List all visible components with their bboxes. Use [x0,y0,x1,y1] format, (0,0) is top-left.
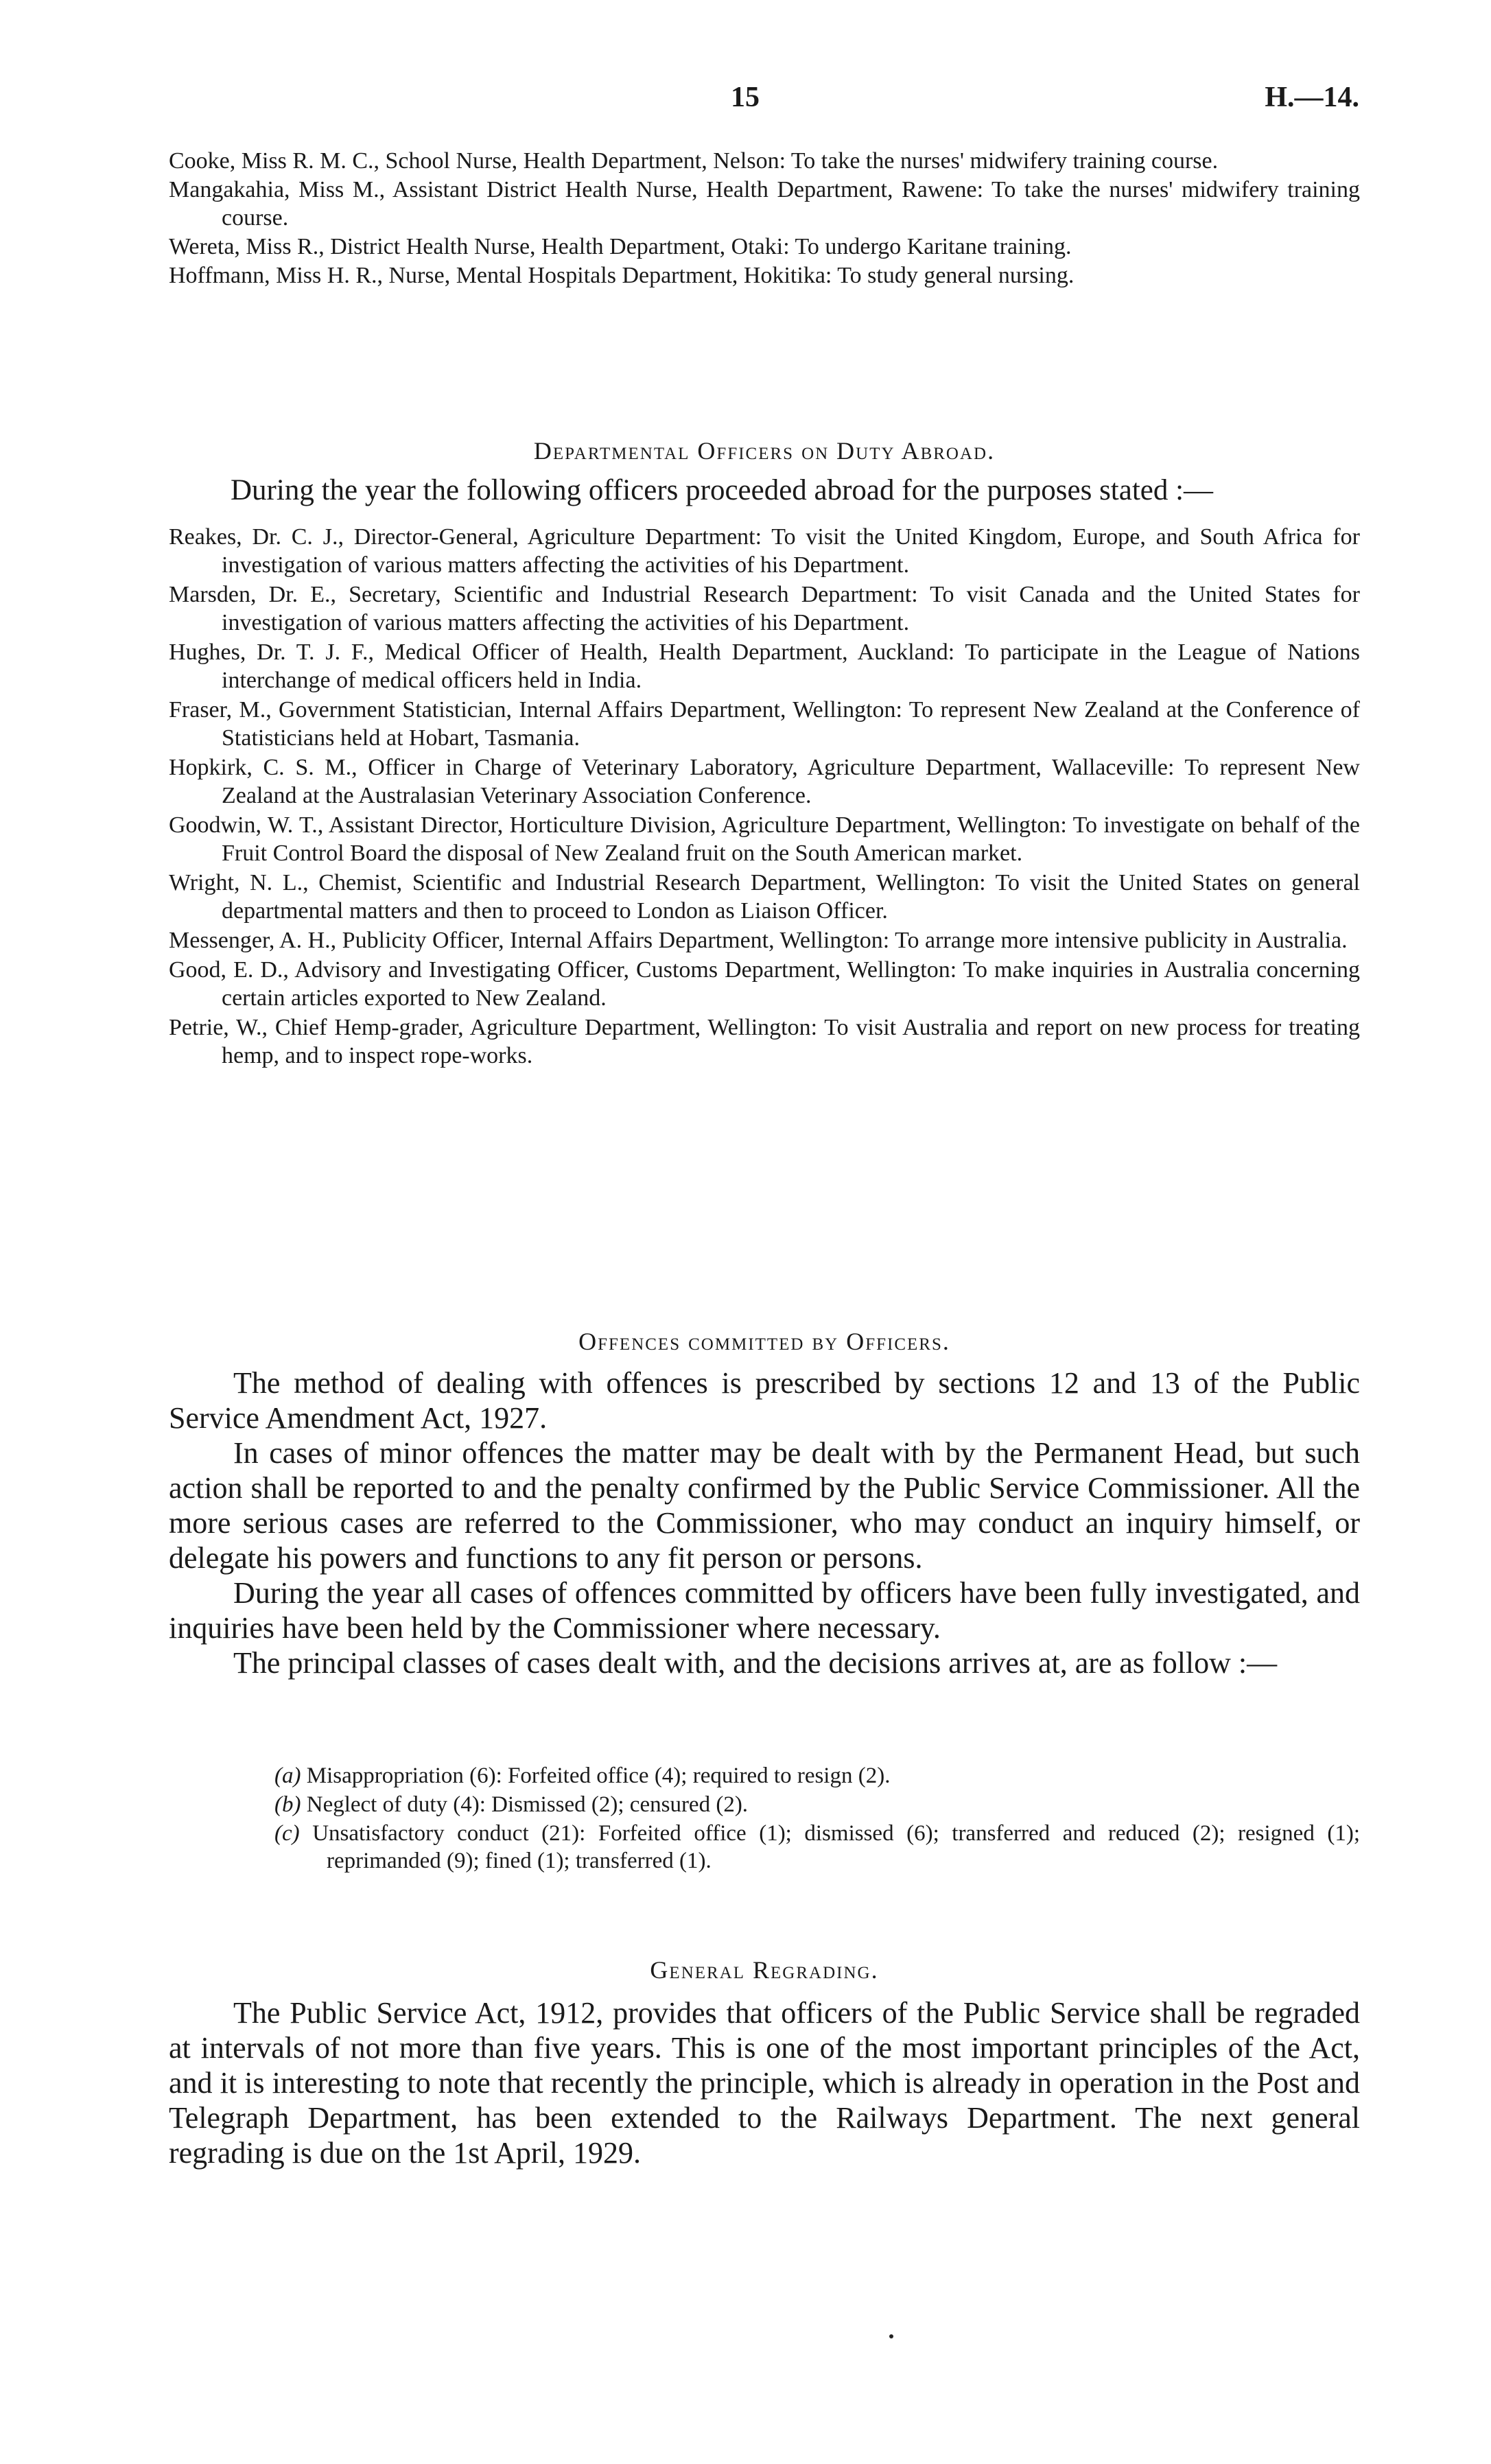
regrading-body [169,1995,1360,2170]
list-item: Marsden, Dr. E., Secretary, Scientific and Industrial Research Department: To visit Canada and the United States for investigation of various matters affecting the activities of his Department. [169,582,1360,635]
paragraph: The Public Service Act, 1912, provides that officers of the Public Service shall be regraded at intervals of not more than five years. This is one of the most important principles of the Act, and it is interesting to note that recently the principle, which is already in operation in the Post and Telegraph Department, has been extended to the Railways Department. The next general regrading is due on the 1st April, 1929. [169,1996,1360,2170]
list-item: Goodwin, W. T., Assistant Director, Horticulture Division, Agriculture Department, Wellington: To investigate on behalf of the Fruit Control Board the disposal of New Zealand fruit on the South American market. [169,812,1360,866]
offences-body [169,1365,1360,1680]
list-item: Wereta, Miss R., District Health Nurse, Health Department, Otaki: To undergo Karitane training. [169,234,1072,259]
section-heading-offences: Offences committed by Officers. [578,1328,950,1355]
list-item: Hughes, Dr. T. J. F., Medical Officer of Health, Health Department, Auckland: To participate in the League of Nations interchange of medical officers held in India. [169,640,1360,693]
abroad-intro: During the year the following officers proceeded abroad for the purposes stated :— [231,474,1214,506]
item-label: (c) [274,1821,300,1846]
list-item: Fraser, M., Government Statistician, Internal Affairs Department, Wellington: To represent New Zealand at the Conference of Statisticians held at Hobart, Tasmania. [169,697,1360,751]
item-text: Neglect of duty (4): Dismissed (2); censured (2). [306,1792,749,1817]
paragraph: The principal classes of cases dealt with, and the decisions arrives at, are as follow :— [233,1646,1278,1680]
list-item: Cooke, Miss R. M. C., School Nurse, Health Department, Nelson: To take the nurses' midwifery training course. [169,148,1219,174]
abroad-list [169,523,1360,1071]
page-number: 15 [731,82,760,113]
list-item: Hopkirk, C. S. M., Officer in Charge of Veterinary Laboratory, Agriculture Department, Wallaceville: To represent New Zealand at the Australasian Veterinary Association Conference. [169,755,1360,808]
list-item: Good, E. D., Advisory and Investigating Officer, Customs Department, Wellington: To make inquiries in Australia concerning certain articles exported to New Zealand. [169,957,1360,1011]
list-item [274,1791,1360,1818]
paragraph: In cases of minor offences the matter may be dealt with by the Permanent Head, but such action shall be reported to and the penalty confirmed by the Public Service Commissioner. All the more serious cases are referred to the Commissioner, who may conduct an inquiry himself, or delegate his powers and functions to any fit person or persons. [169,1436,1360,1575]
list-item: Messenger, A. H., Publicity Officer, Internal Affairs Department, Wellington: To arrange more intensive publicity in Australia. [169,928,1348,953]
paragraph: The method of dealing with offences is prescribed by sections 12 and 13 of the Public Service Amendment Act, 1927. [169,1366,1360,1435]
list-item: Petrie, W., Chief Hemp-grader, Agriculture Department, Wellington: To visit Australia and report on new process for treating hemp, and to inspect rope-works. [169,1015,1360,1068]
section-heading-abroad: Departmental Officers on Duty Abroad. [533,437,996,465]
item-text: Unsatisfactory conduct (21): Forfeited office (1); dismissed (6); transferred and reduced (2); resigned (1); reprimanded (9); fined (1); transferred (1). [312,1821,1361,1873]
training-list [169,147,1360,290]
item-label: (b) [274,1792,301,1817]
list-item: Hoffmann, Miss H. R., Nurse, Mental Hospitals Department, Hokitika: To study general nursing. [169,263,1075,288]
item-text: Misappropriation (6): Forfeited office (4); required to resign (2). [306,1763,891,1788]
scan-mark [889,2334,893,2338]
list-item [274,1820,1360,1875]
section-heading-regrading: General Regrading. [650,1956,879,1984]
document-reference: H.—14. [1265,82,1359,113]
paragraph: During the year all cases of offences committed by officers have been fully investigated, and inquiries have been held by the Commissioner where necessary. [169,1576,1360,1645]
list-item: Wright, N. L., Chemist, Scientific and Industrial Research Department, Wellington: To visit the United States on general departmental matters and then to proceed to London as Liaison Officer. [169,870,1360,924]
list-item: Mangakahia, Miss M., Assistant District Health Nurse, Health Department, Rawene: To take the nurses' midwifery training course. [169,177,1360,231]
offences-list [274,1762,1360,1876]
list-item: Reakes, Dr. C. J., Director-General, Agriculture Department: To visit the United Kingdom, Europe, and South Africa for investigation of various matters affecting the activities of his Department. [169,524,1360,578]
item-label: (a) [274,1763,301,1788]
list-item [274,1762,1360,1790]
